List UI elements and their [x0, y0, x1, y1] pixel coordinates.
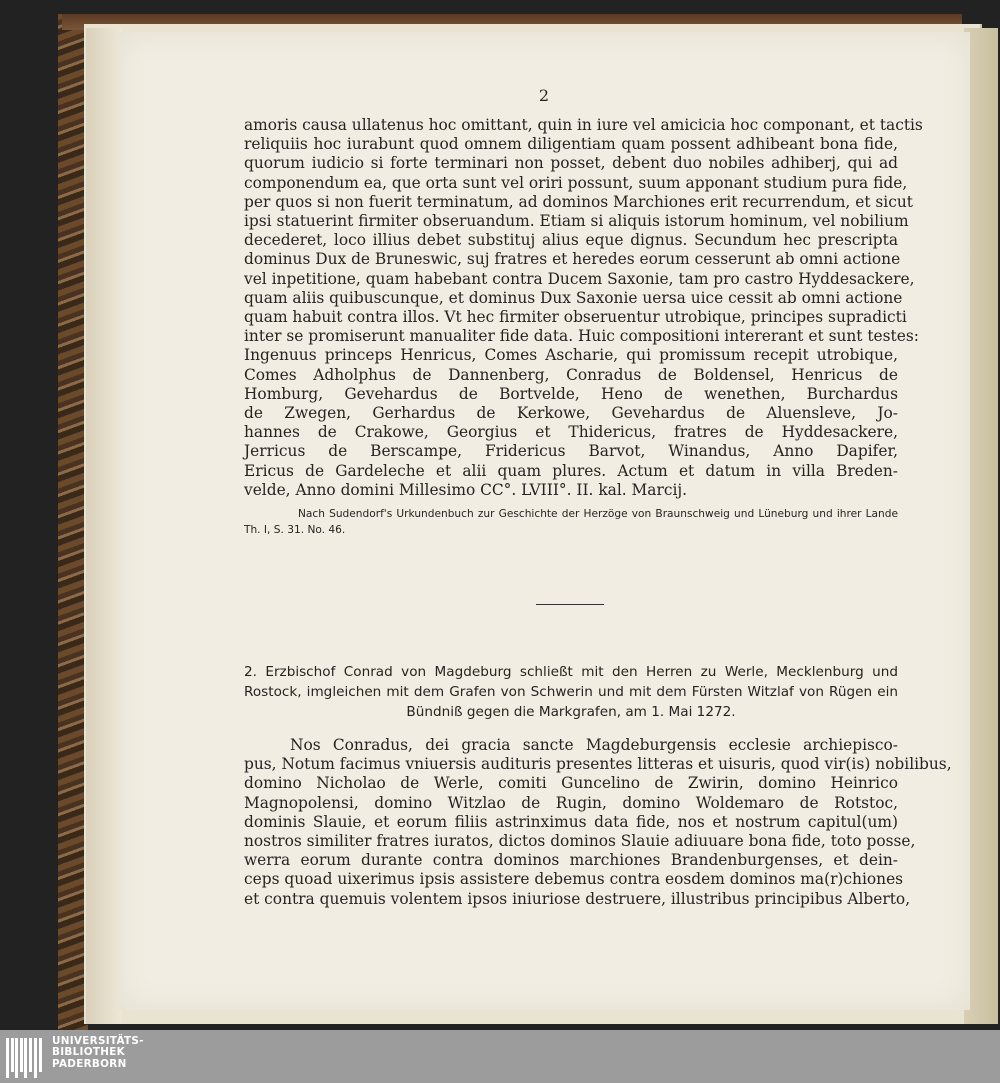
text-line: Magnopolensi, domino Witzlao de Rugin, domino Woldemaro de Rotstoc, — [244, 793, 898, 812]
text-line: 2. Erzbischof Conrad von Magdeburg schließt mit den Herren zu Werle, Mecklenburg und — [244, 664, 898, 680]
footer-bar — [0, 1030, 1000, 1083]
text-line: quorum iudicio si forte terminari non posset, debent duo nobiles adhiberj, qui ad — [244, 154, 898, 173]
logo-line-1: UNIVERSITÄTS- — [52, 1035, 144, 1047]
logo-bar — [29, 1038, 32, 1072]
section-divider — [536, 604, 604, 605]
text-line: amoris causa ullatenus hoc omittant, quin in iure vel amicicia hoc componant, et tactis — [244, 116, 923, 134]
text-line: Ericus de Gardeleche et alii quam plures. Actum et datum in villa Breden- — [244, 461, 898, 480]
text-line: inter se promiserunt manualiter fide data. Huic compositioni intererant et sunt testes: — [244, 327, 919, 346]
text-line: dominus Dux de Bruneswic, suj fratres et heredes eorum cesserunt ab omni actione — [244, 250, 901, 269]
text-line: Bündniß gegen die Markgrafen, am 1. Mai 1272. — [406, 704, 736, 720]
document-heading — [244, 662, 898, 722]
barcode-bars-icon — [6, 1038, 46, 1078]
text-line: vel inpetitione, quam habebant contra Ducem Saxonie, tam pro castro Hyddesackere, — [244, 269, 915, 288]
text-line: ceps quoad uixerimus ipsis assistere debemus contra eosdem dominos ma(r)chiones — [244, 870, 904, 889]
text-line: Homburg, Gevehardus de Bortvelde, Heno de wenethen, Burchardus — [244, 384, 898, 403]
logo-bar — [39, 1038, 42, 1072]
paragraph-charter-continuation — [244, 116, 923, 500]
text-line: hannes de Crakowe, Georgius et Thidericus, fratres de Hyddesackere, — [244, 423, 898, 442]
document-page — [118, 32, 970, 1010]
text-line: Ingenuus princeps Henricus, Comes Ascharie, qui promissum recepit utrobique, — [244, 346, 898, 365]
text-block-top — [244, 116, 923, 538]
page-left-edge — [86, 28, 122, 1024]
text-line: quam habuit contra illos. Vt hec firmiter obseruentur utrobique, principes supradicti — [244, 308, 907, 327]
text-line: Nos Conradus, dei gracia sancte Magdeburgensis ecclesie archiepisco- — [290, 736, 898, 754]
text-line: werra eorum durante contra dominos marchiones Brandenburgenses, et dein- — [244, 851, 898, 870]
logo-bar — [24, 1038, 27, 1078]
text-line: domino Nicholao de Werle, comiti Guncelino de Zwirin, domino Heinrico — [244, 774, 898, 793]
text-line: dominis Slauie, et eorum filiis astrinximus data fide, nos et nostrum capitul(um) — [244, 812, 898, 831]
text-line: Comes Adholphus de Dannenberg, Conradus de Boldensel, Henricus de — [244, 365, 898, 384]
logo-bar — [15, 1038, 18, 1078]
logo-line-3: PADERBORN — [52, 1057, 127, 1070]
text-line: ipsi statuerint firmiter obseruandum. Etiam si aliquis istorum hominum, vel nobilium — [244, 212, 909, 231]
text-line: quam aliis quibuscunque, et dominus Dux Saxonie uersa uice cessit ab omni actione — [244, 288, 903, 307]
logo-bar — [6, 1038, 9, 1078]
text-line: componendum ea, que orta sunt vel oriri possunt, suum apponant studium pura fide, — [244, 173, 908, 192]
footnote-source: Nach Sudendorf's Urkundenbuch zur Geschichte der Herzöge von Braunschweig und Lüneburg und ihrer Lande Th. I, S. 31. No. 46. — [244, 508, 898, 537]
text-line: reliquiis hoc iurabunt quod omnem diligentiam quam possent adhibeant bona fide, — [244, 135, 898, 154]
text-line: decederet, loco illius debet substituj alius eque dignus. Secundum hec prescripta — [244, 231, 898, 250]
library-logo — [52, 1036, 144, 1070]
text-line: de Zwegen, Gerhardus de Kerkowe, Gevehardus de Aluensleve, Jo- — [244, 404, 898, 423]
paragraph-charter-2 — [244, 736, 952, 909]
text-line: et contra quemuis volentem ipsos iniuriose destruere, illustribus principibus Alberto, — [244, 889, 911, 908]
logo-line-2: BIBLIOTHEK — [52, 1046, 125, 1059]
text-line: velde, Anno domini Millesimo CC°. LVIII°. II. kal. Marcij. — [244, 480, 688, 499]
page-number: 2 — [538, 86, 550, 105]
text-line: Jerricus de Berscampe, Fridericus Barvot, Winandus, Anno Dapifer, — [244, 442, 898, 461]
logo-bar — [11, 1038, 14, 1072]
logo-bar — [20, 1038, 23, 1072]
text-line: nostros similiter fratres iuratos, dictos dominos Slauie adiuuare bona fide, toto posse, — [244, 832, 916, 851]
text-line: per quos si non fuerit terminatum, ad dominos Marchiones erit recurrendum, et sicut — [244, 192, 913, 211]
text-line: Rostock, imgleichen mit dem Grafen von Schwerin und mit dem Fürsten Witzlaf von Rügen ein — [244, 684, 898, 700]
text-line: pus, Notum facimus vniuersis audituris presentes litteras et uisuris, quod vir(is) nobilibus, — [244, 755, 952, 774]
logo-bar — [34, 1038, 37, 1078]
